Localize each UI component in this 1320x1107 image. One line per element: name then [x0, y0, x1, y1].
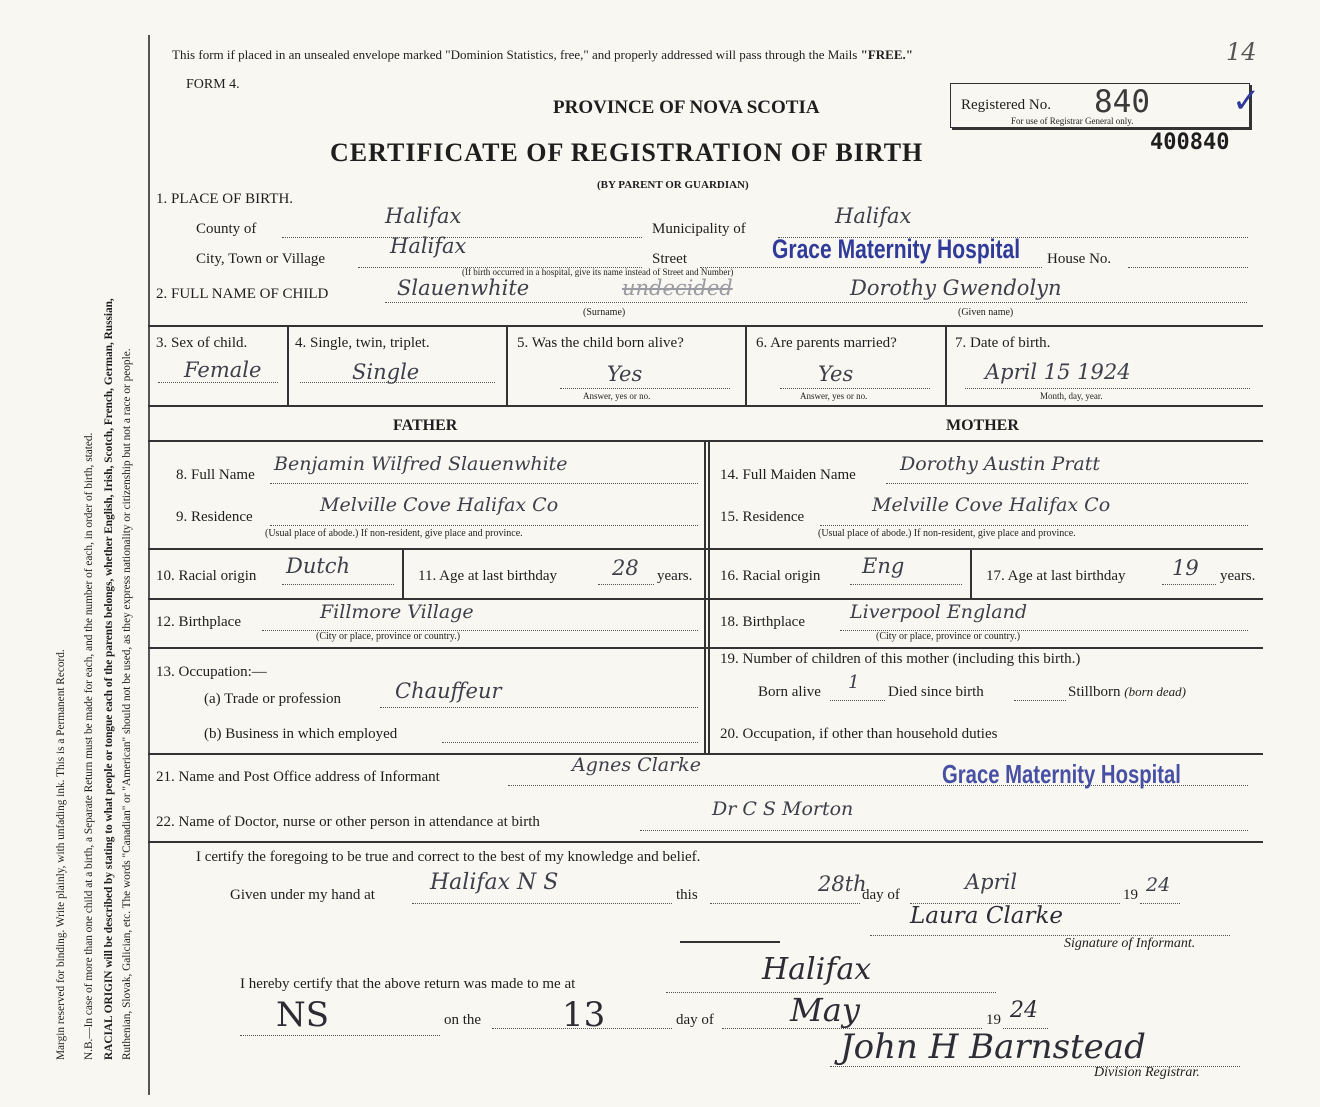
registrar-initials-line: [240, 1035, 440, 1036]
certificate-title: CERTIFICATE OF REGISTRATION OF BIRTH: [330, 138, 924, 167]
mother-residence-caption: (Usual place of abode.) If non-resident, give place and province.: [818, 528, 1076, 539]
trade-value: Chauffeur: [395, 679, 502, 703]
registrar-certify-label: I hereby certify that the above return was made to me at: [240, 976, 576, 992]
registered-note: For use of Registrar General only.: [1011, 116, 1134, 126]
sex-value: Female: [184, 358, 262, 382]
given-month-value: April: [965, 870, 1018, 894]
margin-rule: [148, 35, 150, 1095]
mother-age-label: 17. Age at last birthday: [986, 568, 1126, 584]
father-age-value: 28: [612, 556, 639, 580]
plurality-label: 4. Single, twin, triplet.: [295, 335, 430, 351]
child-name-label: 2. FULL NAME OF CHILD: [156, 286, 329, 302]
registrar-year-prefix: 19: [986, 1012, 1001, 1028]
father-race-value: Dutch: [286, 554, 351, 578]
mother-name-label: 14. Full Maiden Name: [720, 467, 856, 483]
registrar-month-value: May: [790, 991, 860, 1029]
born-alive-count-label: Born alive: [758, 684, 821, 700]
on-the-label: on the: [444, 1012, 482, 1028]
details-bottom-rule: [148, 405, 1263, 407]
born-alive-count-value: 1: [848, 672, 860, 693]
details-divider-1: [287, 325, 289, 405]
informant-label: 21. Name and Post Office address of Informant: [156, 769, 440, 785]
hospital-note: (If birth occurred in a hospital, give its name instead of Street and Number): [462, 267, 734, 277]
father-residence-label: 9. Residence: [176, 509, 253, 525]
registered-value: 840: [1094, 84, 1150, 120]
date-of-birth-caption: Month, day, year.: [1040, 391, 1103, 401]
mother-race-value: Eng: [862, 554, 905, 578]
father-race-label: 10. Racial origin: [156, 568, 257, 584]
mother-race-label: 16. Racial origin: [720, 568, 821, 584]
given-year-line: [1140, 903, 1180, 904]
died-since-birth-line: [1014, 700, 1066, 701]
county-label: County of: [196, 221, 257, 237]
born-alive-line: [560, 388, 730, 389]
occupation-label: 13. Occupation:—: [156, 664, 267, 680]
registered-box: [950, 83, 1250, 128]
mother-residence-line: [820, 525, 1248, 526]
given-place-line: [412, 903, 672, 904]
father-residence-value: Melville Cove Halifax Co: [320, 494, 559, 516]
house-number-label: House No.: [1047, 251, 1112, 267]
informant-stamp: Grace Maternity Hospital: [942, 759, 1181, 789]
father-years-label: years.: [657, 568, 693, 584]
check-mark: ✓: [1232, 81, 1261, 121]
mother-age-value: 19: [1172, 556, 1199, 580]
born-alive-caption: Answer, yes or no.: [583, 391, 651, 401]
parents-row-rule-1: [148, 548, 1263, 550]
registrar-place-value: Halifax: [762, 952, 872, 987]
street-line: [700, 267, 1042, 268]
date-of-birth-label: 7. Date of birth.: [955, 335, 1051, 351]
mother-race-divider: [970, 548, 972, 598]
given-place-value: Halifax N S: [430, 870, 559, 895]
given-day-value: 28th: [818, 872, 867, 896]
father-name-value: Benjamin Wilfred Slauenwhite: [274, 453, 568, 475]
registrar-day-value: 13: [562, 995, 606, 1035]
stillborn-text: Stillborn: [1068, 684, 1121, 700]
child-name-line: [385, 302, 1247, 303]
father-name-line: [270, 483, 698, 484]
informant-value: Agnes Clarke: [572, 754, 701, 776]
born-alive-label: 5. Was the child born alive?: [517, 335, 684, 351]
father-birthplace-caption: (City or place, province or country.): [316, 631, 461, 642]
plurality-value: Single: [352, 360, 420, 384]
street-label: Street: [652, 251, 687, 267]
date-of-birth-line: [965, 388, 1250, 389]
mother-race-line: [850, 584, 962, 585]
this-label: this: [676, 887, 698, 903]
mother-birthplace-caption: (City or place, province or country.): [876, 631, 1021, 642]
father-race-line: [282, 584, 394, 585]
business-label: (b) Business in which employed: [204, 726, 398, 742]
father-race-divider: [402, 548, 404, 598]
registrar-year-value: 24: [1010, 998, 1038, 1023]
municipality-label: Municipality of: [652, 221, 746, 237]
doctor-line: [640, 830, 1248, 831]
mother-residence-value: Melville Cove Halifax Co: [872, 494, 1111, 516]
trade-label: (a) Trade or profession: [204, 691, 342, 707]
parents-divider-b: [708, 440, 710, 753]
born-dead-note: (born dead): [1124, 684, 1187, 699]
parents-married-label: 6. Are parents married?: [756, 335, 897, 351]
mother-name-line: [886, 483, 1248, 484]
father-residence-caption: (Usual place of abode.) If non-resident, give place and province.: [265, 528, 523, 539]
father-residence-line: [270, 525, 698, 526]
place-of-birth-label: 1. PLACE OF BIRTH.: [156, 191, 294, 207]
short-divider: [680, 941, 780, 943]
died-since-birth-label: Died since birth: [888, 684, 984, 700]
given-year-value: 24: [1146, 874, 1171, 896]
mother-residence-label: 15. Residence: [720, 509, 805, 525]
stamp-number: 400840: [1150, 130, 1230, 155]
born-alive-count-line: [830, 700, 885, 701]
children-count-label: 19. Number of children of this mother (including this birth.): [720, 651, 1081, 667]
mother-age-line: [1162, 584, 1216, 585]
father-age-line: [598, 584, 654, 585]
given-day-line: [710, 903, 860, 904]
child-crossed-word: undecided: [622, 276, 733, 300]
doctor-value: Dr C S Morton: [712, 798, 854, 820]
surname-caption: (Surname): [583, 307, 626, 318]
corner-mark: 14: [1226, 38, 1257, 66]
father-birthplace-value: Fillmore Village: [320, 601, 474, 623]
form-number: FORM 4.: [186, 77, 240, 92]
father-age-label: 11. Age at last birthday: [418, 568, 557, 584]
parents-row-rule-2: [148, 598, 1263, 600]
sex-line: [158, 382, 278, 383]
details-divider-2: [506, 325, 508, 405]
mother-occupation-label: 20. Occupation, if other than household duties: [720, 726, 998, 742]
registered-label: Registered No.: [961, 97, 1051, 113]
sex-label: 3. Sex of child.: [156, 335, 248, 351]
registrar-initials: NS: [276, 995, 330, 1035]
given-year-prefix: 19: [1123, 887, 1138, 903]
house-number-line: [1128, 267, 1248, 268]
details-divider-4: [945, 325, 947, 405]
father-heading: FATHER: [393, 417, 458, 434]
born-alive-value: Yes: [607, 362, 643, 386]
mail-free: "FREE.": [860, 47, 913, 62]
informant-signature-caption: Signature of Informant.: [1064, 936, 1196, 951]
father-name-label: 8. Full Name: [176, 467, 255, 483]
given-name-caption: (Given name): [958, 307, 1014, 318]
parents-top-rule: [148, 440, 1263, 442]
mail-notice-text: This form if placed in an unsealed envelope marked "Dominion Statistics, free," and properly addressed will pass through the Mails: [172, 47, 858, 62]
mother-years-label: years.: [1220, 568, 1256, 584]
child-given-name: Dorothy Gwendolyn: [850, 276, 1062, 300]
registrar-day-of-label: day of: [676, 1012, 714, 1028]
child-surname: Slauenwhite: [397, 276, 530, 300]
margin-note-4: Ruthenian, Slovak, Galician, etc. The words "Canadian" or "American" should not be used, as they express nationality or citizenship but not a race or people.: [121, 348, 133, 1060]
province-heading: PROVINCE OF NOVA SCOTIA: [553, 97, 820, 118]
given-under-label: Given under my hand at: [230, 887, 375, 903]
given-day-of-label: day of: [862, 887, 900, 903]
certification-top-rule: [148, 841, 1263, 843]
registrar-caption: Division Registrar.: [1094, 1065, 1200, 1080]
margin-note-1: Margin reserved for binding. Write plainly, with unfading ink. This is a Permanent Record.: [55, 649, 67, 1060]
parents-bottom-rule: [148, 753, 1263, 755]
mother-birthplace-value: Liverpool England: [850, 601, 1027, 623]
certify-statement: I certify the foregoing to be true and correct to the best of my knowledge and belief.: [196, 849, 701, 865]
details-divider-3: [745, 325, 747, 405]
parents-married-line: [780, 388, 930, 389]
parents-married-value: Yes: [818, 362, 854, 386]
mail-notice: [172, 48, 913, 61]
registrar-signature: John H Barnstead: [840, 1027, 1146, 1067]
parents-divider-a: [704, 440, 706, 753]
city-value: Halifax: [390, 234, 467, 258]
mother-birthplace-label: 18. Birthplace: [720, 614, 805, 630]
father-birthplace-label: 12. Birthplace: [156, 614, 241, 630]
details-top-rule: [148, 325, 1263, 327]
hospital-stamp: Grace Maternity Hospital: [772, 234, 1021, 264]
stillborn-label: [1068, 685, 1186, 700]
certificate-subtitle: (BY PARENT OR GUARDIAN): [597, 179, 749, 191]
doctor-label: 22. Name of Doctor, nurse or other person in attendance at birth: [156, 814, 540, 830]
informant-signature: Laura Clarke: [910, 903, 1064, 929]
municipality-value: Halifax: [835, 204, 912, 228]
trade-line: [380, 707, 698, 708]
margin-note-2: N.B.—In case of more than one child at a birth, a Separate Return must be made for each, and the number of each, in order of birth, stated.: [83, 432, 95, 1060]
city-label: City, Town or Village: [196, 251, 326, 267]
date-of-birth-value: April 15 1924: [985, 360, 1131, 384]
county-value: Halifax: [385, 204, 462, 228]
parents-row-rule-3: [148, 647, 1263, 649]
business-line: [442, 742, 698, 743]
mother-name-value: Dorothy Austin Pratt: [900, 453, 1101, 475]
mother-heading: MOTHER: [946, 417, 1019, 434]
margin-note-3: RACIAL ORIGIN will be described by stating to what people or tongue each of the parents belongs, whether English, Irish, Scotch, French, German, Russian,: [103, 298, 115, 1060]
parents-married-caption: Answer, yes or no.: [800, 391, 868, 401]
